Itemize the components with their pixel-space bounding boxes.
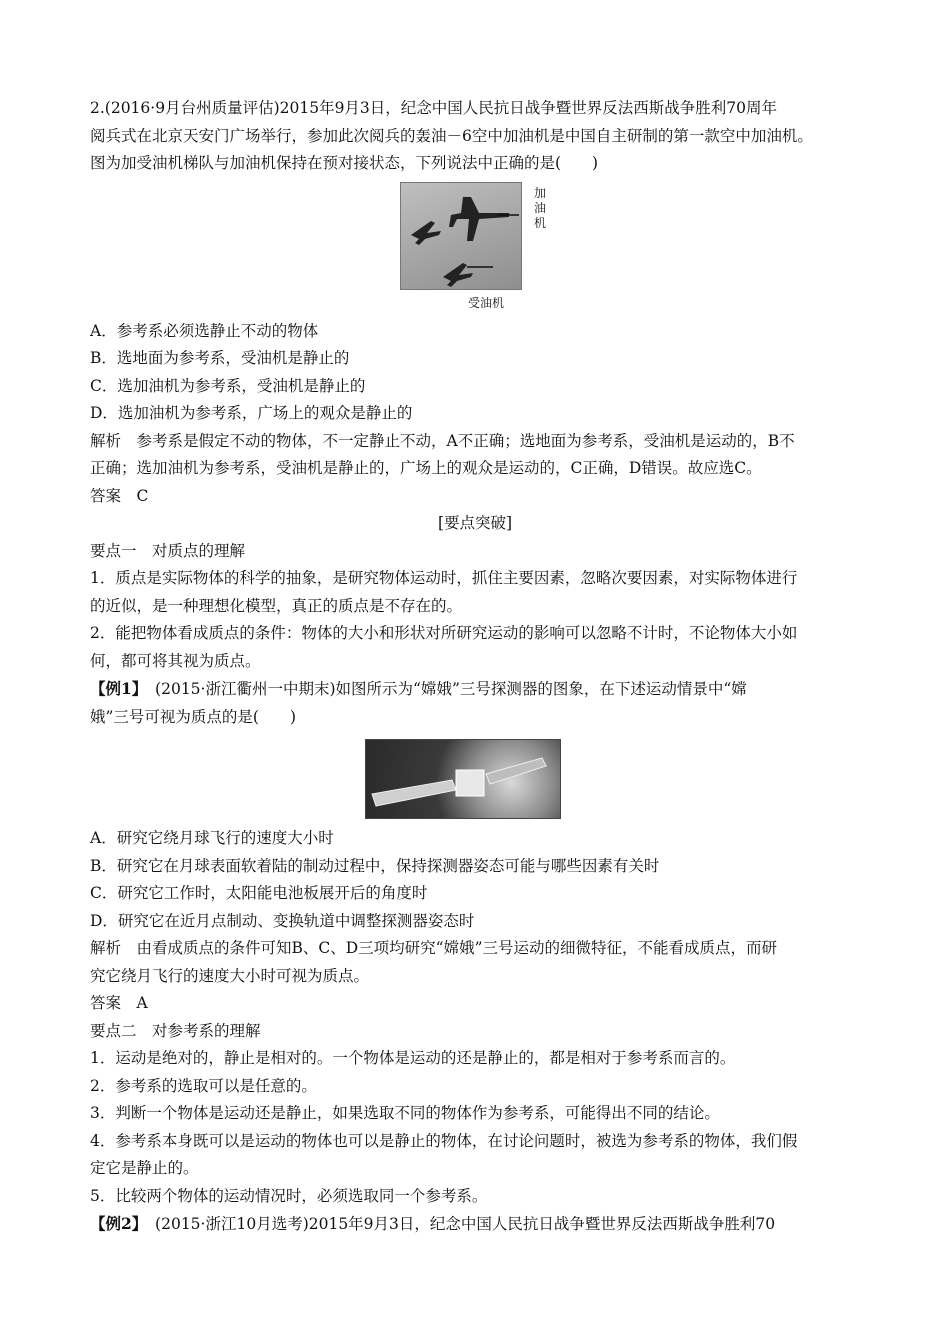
ex1-option-b: B．研究它在月球表面软着陆的制动过程中，保持探测器姿态可能与哪些因素有关时 xyxy=(90,856,660,875)
solar-panel-left-icon xyxy=(372,780,456,806)
example-1-text: (2015·浙江衢州一中期末)如图所示为“嫦娥”三号探测器的图象，在下述运动情景中“嫦 xyxy=(139,680,747,698)
point-2-item: 定它是静止的。 xyxy=(90,1159,199,1177)
example-2-tag: 【例2】 xyxy=(90,1214,140,1233)
tanker-aircraft-icon xyxy=(449,197,509,241)
ex1-answer: 答案 A xyxy=(90,994,148,1012)
section-title: [要点突破] xyxy=(437,514,513,532)
q2-analysis-2: 正确；选加油机为参考系，受油机是静止的，广场上的观众是运动的，C正确，D错误。故应选C。 xyxy=(90,459,762,477)
ex1-analysis-2: 究它绕月飞行的速度大小时可视为质点。 xyxy=(90,966,370,985)
point-1-item: 的近似，是一种理想化模型，真正的质点是不存在的。 xyxy=(90,596,463,615)
example-1-line-1 xyxy=(90,675,860,704)
point-1-title: 要点一 对质点的理解 xyxy=(90,541,246,560)
ex1-option-a: A．研究它绕月球飞行的速度大小时 xyxy=(90,829,334,847)
point-2-item: 3．判断一个物体是运动还是静止，如果选取不同的物体作为参考系，可能得出不同的结论。 xyxy=(90,1104,720,1122)
q2-option-d: D．选加油机为参考系，广场上的观众是静止的 xyxy=(90,404,413,422)
label-receiver: 受油机 xyxy=(468,295,505,310)
ex1-option-d: D．研究它在近月点制动、变换轨道中调整探测器姿态时 xyxy=(90,911,475,930)
question-2-line-2: 阅兵式在北京天安门广场举行，参加此次阅兵的轰油－6空中加油机是中国自主研制的第一款空中加油机。 xyxy=(90,126,813,145)
question-2-line-1: 2.(2016·9月台州质量评估)2015年9月3日，纪念中国人民抗日战争暨世界反法西斯战争胜利70周年 xyxy=(90,99,778,117)
point-2-item: 2．参考系的选取可以是任意的。 xyxy=(90,1076,317,1095)
q2-analysis-1: 解析 参考系是假定不动的物体，不一定静止不动，A不正确；选地面为参考系，受油机是运动的，B不 xyxy=(90,431,795,450)
q2-option-b: B．选地面为参考系，受油机是静止的 xyxy=(90,349,350,367)
point-1-item: 2．能把物体看成质点的条件：物体的大小和形状对所研究运动的影响可以忽略不计时，不论物体大小如 xyxy=(90,624,798,642)
point-2-title: 要点二 对参考系的理解 xyxy=(90,1021,261,1040)
probe-body-icon xyxy=(456,770,484,796)
change3-probe-figure xyxy=(365,739,559,817)
aircraft-photo xyxy=(400,182,522,290)
solar-panel-right-icon xyxy=(486,758,546,784)
point-2-item: 4．参考系本身既可以是运动的物体也可以是静止的物体，在讨论问题时，被选为参考系的物体，我们假 xyxy=(90,1131,798,1150)
question-2-line-3: 图为加受油机梯队与加油机保持在预对接状态，下列说法中正确的是( ) xyxy=(90,154,599,172)
ex1-analysis-1: 解析 由看成质点的条件可知B、C、D三项均研究“嫦娥”三号运动的细微特征，不能看成质点，而研 xyxy=(90,939,778,957)
point-2-item: 5．比较两个物体的运动情况时，必须选取同一个参考系。 xyxy=(90,1186,488,1205)
q2-option-a: A．参考系必须选静止不动的物体 xyxy=(90,321,319,340)
label-tanker: 加油机 xyxy=(534,185,547,230)
refueling-aircraft-figure xyxy=(400,182,630,312)
q2-option-c: C．选加油机为参考系，受油机是静止的 xyxy=(90,376,366,395)
example-1-tag: 【例1】 xyxy=(90,679,140,698)
fighter-left-icon xyxy=(411,221,441,245)
ex1-option-c: C．研究它工作时，太阳能电池板展开后的角度时 xyxy=(90,884,428,902)
example-2-line-1 xyxy=(90,1210,860,1239)
probe-photo xyxy=(365,739,561,819)
point-2-item: 1．运动是绝对的，静止是相对的。一个物体是运动的还是静止的，都是相对于参考系而言的。 xyxy=(90,1049,736,1067)
example-2-text: (2015·浙江10月选考)2015年9月3日，纪念中国人民抗日战争暨世界反法西斯战争胜利70 xyxy=(139,1215,776,1233)
point-1-item: 1．质点是实际物体的科学的抽象，是研究物体运动时，抓住主要因素，忽略次要因素，对实际物体进行 xyxy=(90,569,798,587)
document-page xyxy=(90,95,860,1239)
q2-answer: 答案 C xyxy=(90,486,149,505)
point-1-item: 何，都可将其视为质点。 xyxy=(90,651,261,670)
example-1-line-2: 娥”三号可视为质点的是( ) xyxy=(90,707,297,726)
